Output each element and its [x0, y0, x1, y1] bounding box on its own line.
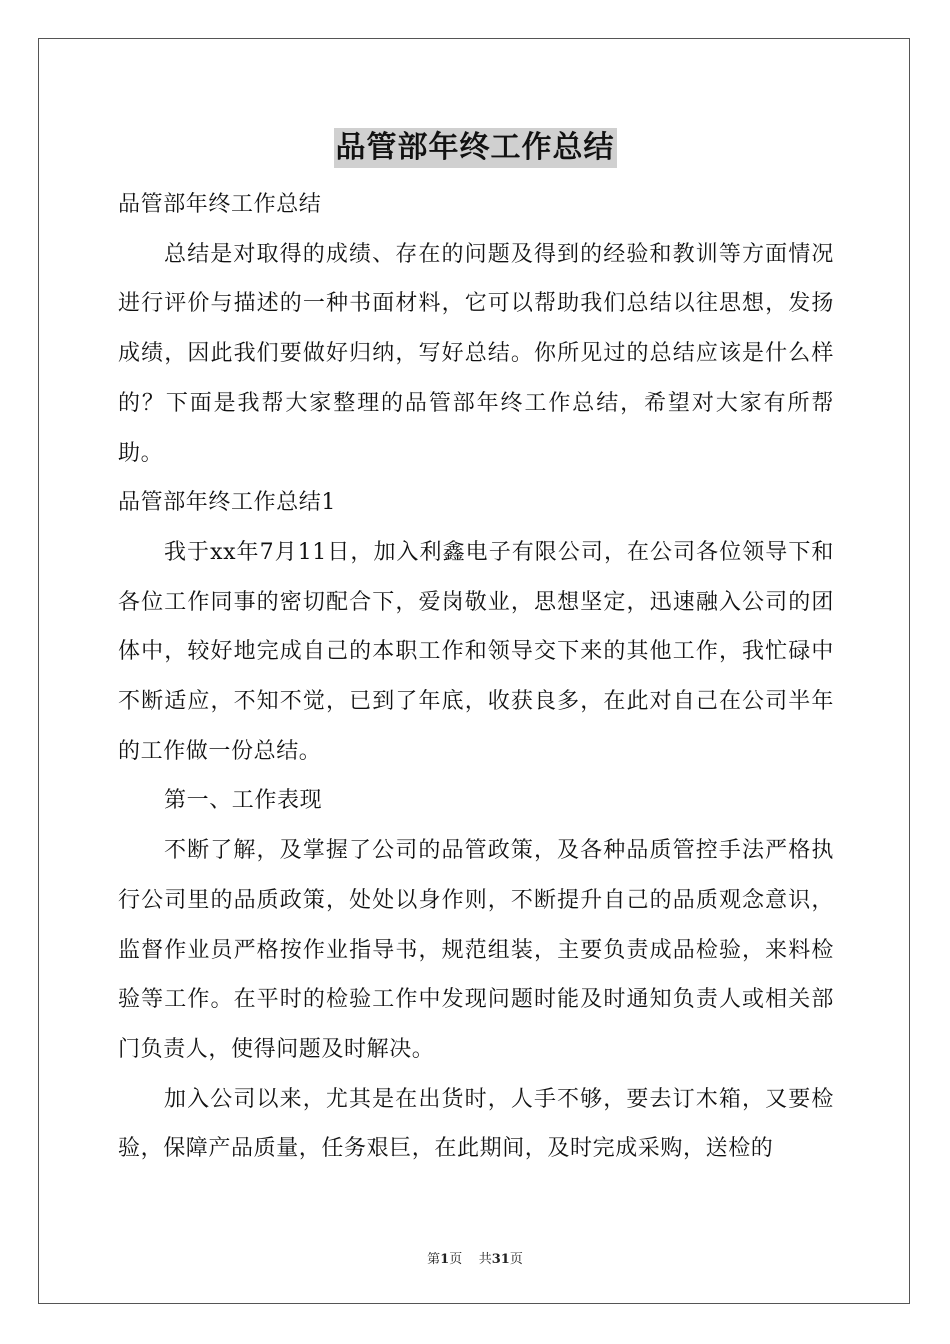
- document-body: [118, 180, 834, 1174]
- paragraph-body: 不断了解，及掌握了公司的品管政策，及各种品质管控手法严格执行公司里的品质政策，处处以身作则，不断提升自己的品质观念意识，监督作业员严格按作业指导书，规范组装，主要负责成品检验，来料检验等工作。在平时的检验工作中发现问题时能及时通知负责人或相关部门负责人，使得问题及时解决。: [118, 838, 834, 1062]
- subsection-heading: 第一、工作表现: [164, 788, 323, 814]
- title-container: [0, 128, 950, 168]
- page-total: 31: [491, 1252, 510, 1267]
- total-prefix: 共: [478, 1252, 492, 1267]
- page-suffix: 页: [449, 1252, 463, 1267]
- page-footer: [0, 1248, 950, 1267]
- section-heading: 品管部年终工作总结1: [118, 490, 336, 516]
- paragraph-body: 加入公司以来，尤其是在出货时，人手不够，要去订木箱，又要检验，保障产品质量，任务艰巨，在此期间，及时完成采购，送检的: [118, 1086, 834, 1162]
- page-current: 1: [440, 1252, 450, 1267]
- document-title: 品管部年终工作总结: [334, 128, 617, 168]
- total-suffix: 页: [509, 1252, 523, 1267]
- page-prefix: 第: [427, 1252, 441, 1267]
- paragraph-heading: 品管部年终工作总结: [118, 192, 322, 217]
- paragraph-intro: 总结是对取得的成绩、存在的问题及得到的经验和教训等方面情况进行评价与描述的一种书面材料，它可以帮助我们总结以往思想，发扬成绩，因此我们要做好归纳，写好总结。你所见过的总结应该是什么样的？下面是我帮大家整理的品管部年终工作总结，希望对大家有所帮助。: [118, 241, 834, 466]
- paragraph-body: 我于xx年7月11日，加入利鑫电子有限公司，在公司各位领导下和各位工作同事的密切配合下，爱岗敬业，思想坚定，迅速融入公司的团体中，较好地完成自己的本职工作和领导交下来的其他工作，我忙碌中不断适应，不知不觉，已到了年底，收获良多，在此对自己在公司半年的工作做一份总结。: [118, 539, 834, 764]
